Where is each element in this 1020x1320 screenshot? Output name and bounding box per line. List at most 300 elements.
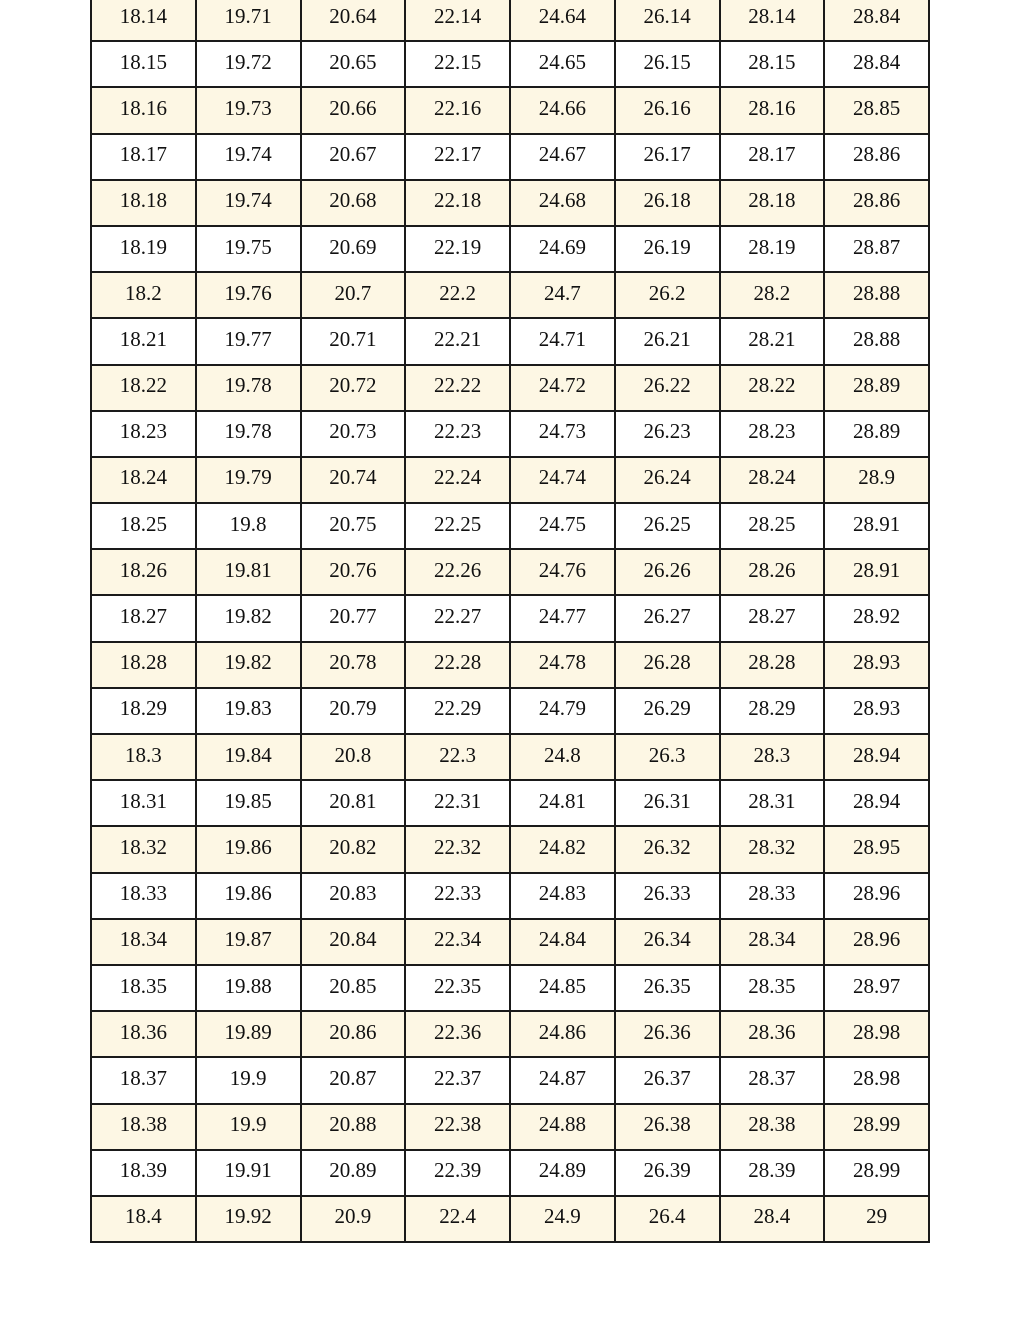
cell-value: 19.92 <box>224 1204 272 1229</box>
table-cell <box>510 318 615 364</box>
cell-value: 28.89 <box>853 373 901 398</box>
cell-value: 24.87 <box>538 1065 586 1090</box>
table-row <box>91 0 929 41</box>
table-cell <box>91 87 196 133</box>
cell-value: 26.19 <box>643 234 691 259</box>
table-cell <box>91 1057 196 1103</box>
cell-value: 28.23 <box>748 419 796 444</box>
cell-value: 24.86 <box>538 1019 586 1044</box>
cell-value: 22.22 <box>434 373 482 398</box>
table-cell <box>510 365 615 411</box>
table-cell <box>405 272 510 318</box>
cell-value: 20.78 <box>329 650 377 675</box>
table-cell <box>615 180 720 226</box>
table-row <box>91 1011 929 1057</box>
table-cell <box>510 873 615 919</box>
cell-value: 28.33 <box>748 881 796 906</box>
table-cell <box>405 226 510 272</box>
table-cell <box>720 503 825 549</box>
table-row <box>91 734 929 780</box>
table-cell <box>196 965 301 1011</box>
cell-value: 19.77 <box>224 326 272 351</box>
cell-value: 19.91 <box>224 1158 272 1183</box>
cell-value: 22.32 <box>434 834 482 859</box>
table-cell <box>301 549 406 595</box>
cell-value: 20.83 <box>329 881 377 906</box>
table-cell <box>510 272 615 318</box>
table-cell <box>615 87 720 133</box>
cell-value: 26.32 <box>643 834 691 859</box>
cell-value: 24.72 <box>538 373 586 398</box>
cell-value: 28.4 <box>753 1204 791 1229</box>
table-cell <box>301 41 406 87</box>
table-cell <box>196 1057 301 1103</box>
table-cell <box>405 87 510 133</box>
table-cell <box>510 642 615 688</box>
cell-value: 20.68 <box>329 188 377 213</box>
table-cell <box>510 1057 615 1103</box>
cell-value: 26.31 <box>643 788 691 813</box>
table-row <box>91 780 929 826</box>
cell-value: 28.99 <box>853 1158 901 1183</box>
cell-value: 26.29 <box>643 696 691 721</box>
cell-value: 20.77 <box>329 604 377 629</box>
cell-value: 26.3 <box>648 742 686 767</box>
cell-value: 28.91 <box>853 511 901 536</box>
cell-value: 24.85 <box>538 973 586 998</box>
table-cell <box>405 318 510 364</box>
cell-value: 28.34 <box>748 927 796 952</box>
cell-value: 18.14 <box>119 3 167 28</box>
cell-value: 19.75 <box>224 234 272 259</box>
cell-value: 26.35 <box>643 973 691 998</box>
table-cell <box>720 0 825 41</box>
cell-value: 26.27 <box>643 604 691 629</box>
table-row <box>91 549 929 595</box>
table-cell <box>510 1104 615 1150</box>
cell-value: 29 <box>866 1204 888 1229</box>
table-cell <box>405 734 510 780</box>
table-cell <box>91 365 196 411</box>
table-cell <box>91 318 196 364</box>
table-cell <box>301 272 406 318</box>
cell-value: 26.21 <box>643 326 691 351</box>
cell-value: 18.28 <box>119 650 167 675</box>
table-cell <box>615 780 720 826</box>
cell-value: 19.82 <box>224 604 272 629</box>
cell-value: 28.22 <box>748 373 796 398</box>
table-cell <box>615 1057 720 1103</box>
table-cell <box>405 642 510 688</box>
cell-value: 20.85 <box>329 973 377 998</box>
table-cell <box>510 226 615 272</box>
table-cell <box>301 595 406 641</box>
cell-value: 22.39 <box>434 1158 482 1183</box>
table-row <box>91 1196 929 1242</box>
cell-value: 18.34 <box>119 927 167 952</box>
cell-value: 28.28 <box>748 650 796 675</box>
table-cell <box>91 1150 196 1196</box>
table-row <box>91 919 929 965</box>
cell-value: 26.34 <box>643 927 691 952</box>
cell-value: 28.92 <box>853 604 901 629</box>
cell-value: 28.89 <box>853 419 901 444</box>
table-cell <box>510 503 615 549</box>
cell-value: 20.7 <box>334 280 372 305</box>
table-cell <box>824 549 929 595</box>
table-cell <box>720 1104 825 1150</box>
cell-value: 26.16 <box>643 95 691 120</box>
table-cell <box>720 41 825 87</box>
table-cell <box>91 41 196 87</box>
cell-value: 20.75 <box>329 511 377 536</box>
cell-value: 20.9 <box>334 1204 372 1229</box>
cell-value: 28.3 <box>753 742 791 767</box>
table-cell <box>720 688 825 734</box>
table-row <box>91 503 929 549</box>
table-cell <box>720 642 825 688</box>
table-cell <box>301 1196 406 1242</box>
cell-value: 20.73 <box>329 419 377 444</box>
table-cell <box>510 0 615 41</box>
table-cell <box>301 734 406 780</box>
cell-value: 18.35 <box>119 973 167 998</box>
cell-value: 24.84 <box>538 927 586 952</box>
table-cell <box>301 873 406 919</box>
table-cell <box>510 87 615 133</box>
cell-value: 18.19 <box>119 234 167 259</box>
table-cell <box>824 87 929 133</box>
cell-value: 20.89 <box>329 1158 377 1183</box>
table-cell <box>196 180 301 226</box>
table-cell <box>720 595 825 641</box>
table-cell <box>510 826 615 872</box>
table-cell <box>510 1196 615 1242</box>
table-row <box>91 595 929 641</box>
table-cell <box>301 134 406 180</box>
table-row <box>91 1150 929 1196</box>
cell-value: 18.18 <box>119 188 167 213</box>
table-cell <box>91 642 196 688</box>
cell-value: 26.2 <box>648 280 686 305</box>
cell-value: 24.67 <box>538 142 586 167</box>
cell-value: 28.99 <box>853 1112 901 1137</box>
table-cell <box>196 0 301 41</box>
table-cell <box>301 965 406 1011</box>
cell-value: 18.25 <box>119 511 167 536</box>
table-cell <box>615 549 720 595</box>
table-cell <box>824 1150 929 1196</box>
cell-value: 24.69 <box>538 234 586 259</box>
cell-value: 26.14 <box>643 3 691 28</box>
cell-value: 28.26 <box>748 557 796 582</box>
cell-value: 28.91 <box>853 557 901 582</box>
table-cell <box>196 226 301 272</box>
table-cell <box>720 826 825 872</box>
table-cell <box>824 734 929 780</box>
table-cell <box>196 734 301 780</box>
table-cell <box>301 1104 406 1150</box>
cell-value: 28.18 <box>748 188 796 213</box>
table-cell <box>196 41 301 87</box>
cell-value: 18.17 <box>119 142 167 167</box>
cell-value: 28.97 <box>853 973 901 998</box>
table-cell <box>196 1150 301 1196</box>
cell-value: 26.17 <box>643 142 691 167</box>
table-cell <box>91 965 196 1011</box>
table-cell <box>510 549 615 595</box>
cell-value: 22.36 <box>434 1019 482 1044</box>
cell-value: 26.24 <box>643 465 691 490</box>
cell-value: 19.71 <box>224 3 272 28</box>
table-cell <box>510 180 615 226</box>
table-cell <box>91 0 196 41</box>
cell-value: 20.84 <box>329 927 377 952</box>
table-cell <box>91 457 196 503</box>
cell-value: 19.86 <box>224 834 272 859</box>
table-cell <box>510 919 615 965</box>
cell-value: 28.2 <box>753 280 791 305</box>
cell-value: 28.17 <box>748 142 796 167</box>
table-cell <box>824 595 929 641</box>
table-cell <box>720 1150 825 1196</box>
cell-value: 18.31 <box>119 788 167 813</box>
table-cell <box>720 318 825 364</box>
cell-value: 28.88 <box>853 326 901 351</box>
cell-value: 20.72 <box>329 373 377 398</box>
table-cell <box>196 318 301 364</box>
table-cell <box>301 411 406 457</box>
cell-value: 28.16 <box>748 95 796 120</box>
cell-value: 28.37 <box>748 1065 796 1090</box>
cell-value: 28.88 <box>853 280 901 305</box>
table-cell <box>196 826 301 872</box>
cell-value: 28.24 <box>748 465 796 490</box>
table-cell <box>405 688 510 734</box>
cell-value: 28.86 <box>853 188 901 213</box>
table-cell <box>196 1011 301 1057</box>
table-cell <box>720 180 825 226</box>
table-body <box>91 0 929 1242</box>
table-cell <box>510 134 615 180</box>
cell-value: 22.4 <box>439 1204 476 1229</box>
table-cell <box>405 365 510 411</box>
table-cell <box>824 411 929 457</box>
table-cell <box>824 1057 929 1103</box>
cell-value: 28.94 <box>853 788 901 813</box>
table-cell <box>405 1011 510 1057</box>
cell-value: 18.16 <box>119 95 167 120</box>
cell-value: 24.76 <box>538 557 586 582</box>
cell-value: 22.26 <box>434 557 482 582</box>
table-cell <box>615 0 720 41</box>
cell-value: 18.36 <box>119 1019 167 1044</box>
cell-value: 26.36 <box>643 1019 691 1044</box>
table-cell <box>615 965 720 1011</box>
cell-value: 24.74 <box>538 465 586 490</box>
table-cell <box>615 226 720 272</box>
table-cell <box>301 826 406 872</box>
cell-value: 24.83 <box>538 881 586 906</box>
cell-value: 28.36 <box>748 1019 796 1044</box>
table-cell <box>405 411 510 457</box>
cell-value: 20.64 <box>329 3 377 28</box>
table-cell <box>510 734 615 780</box>
data-table <box>90 0 930 1243</box>
table-cell <box>720 134 825 180</box>
table-cell <box>91 180 196 226</box>
table-cell <box>824 134 929 180</box>
cell-value: 18.22 <box>119 373 167 398</box>
table-cell <box>301 1057 406 1103</box>
table-cell <box>720 226 825 272</box>
cell-value: 19.86 <box>224 881 272 906</box>
cell-value: 22.15 <box>434 49 482 74</box>
cell-value: 28.86 <box>853 142 901 167</box>
cell-value: 24.68 <box>538 188 586 213</box>
table-cell <box>196 873 301 919</box>
table-cell <box>824 873 929 919</box>
cell-value: 26.39 <box>643 1158 691 1183</box>
table-cell <box>405 1150 510 1196</box>
table-cell <box>510 411 615 457</box>
cell-value: 19.76 <box>224 280 272 305</box>
table-cell <box>196 1104 301 1150</box>
table-cell <box>824 688 929 734</box>
table-cell <box>615 411 720 457</box>
table-cell <box>301 226 406 272</box>
cell-value: 28.9 <box>858 465 895 490</box>
cell-value: 26.33 <box>643 881 691 906</box>
table-cell <box>196 642 301 688</box>
table-row <box>91 41 929 87</box>
table-cell <box>510 1011 615 1057</box>
cell-value: 19.8 <box>229 511 267 536</box>
cell-value: 24.66 <box>538 95 586 120</box>
table-cell <box>196 411 301 457</box>
table-cell <box>91 272 196 318</box>
table-cell <box>615 272 720 318</box>
table-cell <box>196 780 301 826</box>
cell-value: 26.4 <box>648 1204 686 1229</box>
cell-value: 18.27 <box>119 604 167 629</box>
table-cell <box>720 411 825 457</box>
table-cell <box>301 1011 406 1057</box>
cell-value: 20.79 <box>329 696 377 721</box>
table-cell <box>196 503 301 549</box>
cell-value: 18.4 <box>125 1204 162 1229</box>
table-cell <box>720 919 825 965</box>
cell-value: 28.84 <box>853 3 901 28</box>
table-cell <box>510 457 615 503</box>
cell-value: 19.78 <box>224 419 272 444</box>
table-cell <box>615 41 720 87</box>
table-cell <box>91 503 196 549</box>
cell-value: 18.39 <box>119 1158 167 1183</box>
cell-value: 20.74 <box>329 465 377 490</box>
cell-value: 19.82 <box>224 650 272 675</box>
cell-value: 24.81 <box>538 788 586 813</box>
cell-value: 24.75 <box>538 511 586 536</box>
table-cell <box>824 503 929 549</box>
cell-value: 22.3 <box>439 742 476 767</box>
cell-value: 20.86 <box>329 1019 377 1044</box>
table-cell <box>91 1104 196 1150</box>
table-cell <box>405 503 510 549</box>
table-cell <box>615 134 720 180</box>
table-cell <box>615 318 720 364</box>
cell-value: 22.18 <box>434 188 482 213</box>
table-cell <box>510 1150 615 1196</box>
table-cell <box>91 549 196 595</box>
table-cell <box>405 41 510 87</box>
table-cell <box>824 780 929 826</box>
cell-value: 19.85 <box>224 788 272 813</box>
cell-value: 28.95 <box>853 834 901 859</box>
table-cell <box>405 826 510 872</box>
table-cell <box>615 1196 720 1242</box>
cell-value: 24.77 <box>538 604 586 629</box>
cell-value: 20.71 <box>329 326 377 351</box>
table-cell <box>91 1011 196 1057</box>
table-cell <box>615 642 720 688</box>
table-row <box>91 457 929 503</box>
cell-value: 26.18 <box>643 188 691 213</box>
table-cell <box>405 180 510 226</box>
cell-value: 20.65 <box>329 49 377 74</box>
cell-value: 28.31 <box>748 788 796 813</box>
table-cell <box>720 1011 825 1057</box>
table-cell <box>824 272 929 318</box>
cell-value: 24.88 <box>538 1112 586 1137</box>
cell-value: 18.29 <box>119 696 167 721</box>
table-cell <box>405 134 510 180</box>
table-row <box>91 1104 929 1150</box>
table-cell <box>405 965 510 1011</box>
table-cell <box>824 41 929 87</box>
table-cell <box>91 1196 196 1242</box>
cell-value: 28.35 <box>748 973 796 998</box>
cell-value: 18.15 <box>119 49 167 74</box>
table-cell <box>196 272 301 318</box>
table-cell <box>720 549 825 595</box>
table-cell <box>405 457 510 503</box>
cell-value: 19.73 <box>224 95 272 120</box>
table-cell <box>405 1196 510 1242</box>
table-row <box>91 134 929 180</box>
cell-value: 24.9 <box>544 1204 581 1229</box>
cell-value: 24.73 <box>538 419 586 444</box>
cell-value: 22.2 <box>439 280 476 305</box>
cell-value: 28.85 <box>853 95 901 120</box>
cell-value: 26.38 <box>643 1112 691 1137</box>
cell-value: 18.2 <box>125 280 162 305</box>
data-table-container <box>90 0 930 1243</box>
cell-value: 24.82 <box>538 834 586 859</box>
table-cell <box>824 642 929 688</box>
table-cell <box>510 780 615 826</box>
cell-value: 22.37 <box>434 1065 482 1090</box>
table-cell <box>405 1057 510 1103</box>
cell-value: 19.78 <box>224 373 272 398</box>
table-cell <box>301 1150 406 1196</box>
table-row <box>91 688 929 734</box>
table-row <box>91 87 929 133</box>
table-cell <box>301 365 406 411</box>
cell-value: 22.16 <box>434 95 482 120</box>
cell-value: 24.79 <box>538 696 586 721</box>
cell-value: 20.76 <box>329 557 377 582</box>
